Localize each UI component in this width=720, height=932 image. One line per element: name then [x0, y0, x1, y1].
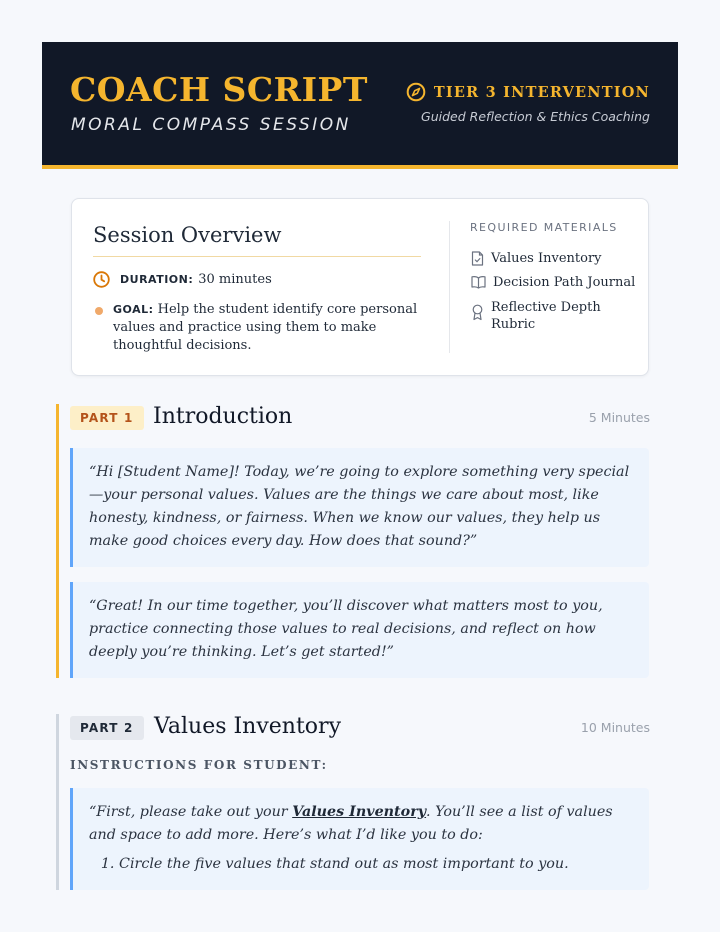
- script-quote: “Hi [Student Name]! Today, we’re going to explore something very special—your personal values. Values are the things we care about most, like honesty, kindness, or fairness. When we know our values, they help us make good choices every day. How does that sound?”: [70, 448, 649, 567]
- tier-subtitle: Guided Reflection & Ethics Coaching: [421, 109, 650, 124]
- header-banner: [42, 42, 678, 169]
- book-icon: [471, 275, 486, 289]
- material-item: [471, 299, 621, 333]
- material-label: Reflective Depth Rubric: [491, 300, 601, 332]
- material-label: Decision Path Journal: [493, 275, 636, 290]
- goal-row: [93, 301, 418, 355]
- clock-icon: [93, 271, 110, 288]
- compass-icon: [406, 82, 426, 102]
- overview-title: Session Overview: [93, 223, 282, 247]
- part-1-accent-bar: [56, 404, 59, 678]
- part-1-title: Introduction: [153, 404, 293, 429]
- instructions-label: INSTRUCTIONS FOR STUDENT:: [70, 758, 328, 772]
- part-1-section: [56, 404, 650, 678]
- part-2-title: Values Inventory: [154, 714, 341, 739]
- duration-value: 30 minutes: [198, 272, 272, 287]
- values-inventory-link[interactable]: Values Inventory: [292, 804, 427, 820]
- file-check-icon: [471, 251, 484, 266]
- materials-heading: REQUIRED MATERIALS: [470, 221, 618, 234]
- part-1-badge: PART 1: [70, 406, 144, 430]
- material-label: Values Inventory: [491, 251, 602, 266]
- instruction-step: 1. Circle the five values that stand out as most important to you.: [119, 853, 633, 876]
- script-quote: “Great! In our time together, you’ll discover what matters most to you, practice connecting those values to real decisions, and reflect on how deeply you’re thinking. Let’s get started!”: [70, 582, 649, 678]
- script-quote: [70, 788, 649, 890]
- goal-text: Help the student identify core personal values and practice using them to make thoughtful decisions.: [113, 302, 418, 353]
- part-2-section: [56, 714, 650, 890]
- part-1-time: 5 Minutes: [588, 410, 650, 425]
- tier-label: [406, 82, 650, 102]
- instruction-steps: [89, 853, 633, 876]
- quote-text-start: “First, please take out your: [89, 804, 293, 820]
- part-2-badge: PART 2: [70, 716, 144, 740]
- goal-bullet-icon: [95, 307, 103, 315]
- page-subtitle: MORAL COMPASS SESSION: [71, 115, 351, 135]
- material-item: [471, 250, 602, 267]
- material-item: [471, 274, 635, 291]
- part-2-time: 10 Minutes: [580, 720, 650, 735]
- duration-row: [93, 271, 272, 288]
- quote-text-end: . You’ll see a list of values and space to add more. Here’s what I’d like you to do:: [89, 804, 613, 843]
- duration-label: DURATION:: [120, 273, 194, 286]
- overview-column-divider: [449, 221, 450, 353]
- award-icon: [471, 304, 484, 321]
- part-2-accent-bar: [56, 714, 59, 890]
- tier-text: TIER 3 INTERVENTION: [433, 83, 650, 101]
- goal-label: GOAL:: [113, 303, 154, 316]
- session-overview-card: [71, 198, 649, 376]
- overview-divider: [93, 256, 421, 257]
- page-title: COACH SCRIPT: [70, 70, 368, 109]
